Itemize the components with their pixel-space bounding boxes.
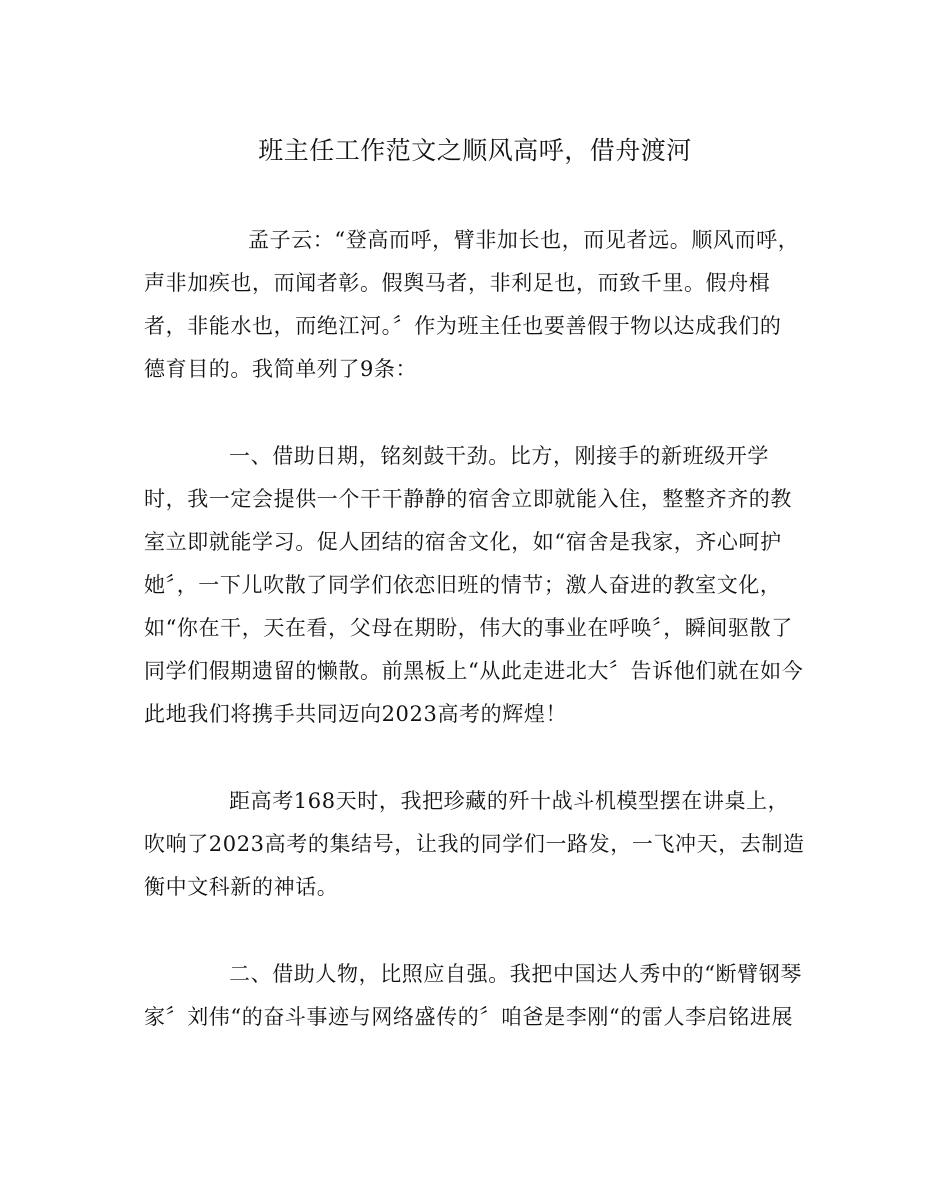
paragraph-line: 时，我一定会提供一个干干静静的宿舍立即就能入住，整整齐齐的教 xyxy=(144,487,792,511)
paragraph-line: 声非加疾也，而闻者彰。假舆马者，非利足也，而致千里。假舟楫 xyxy=(144,271,771,295)
paragraph-line: 如“你在干，天在看，父母在期盼，伟大的事业在呼唤〞，瞬间驱散了 xyxy=(144,616,793,640)
paragraph-line: 二、借助人物，比照应自强。我把中国达人秀中的“断臂钢琴 xyxy=(229,962,802,986)
paragraph-line: 距高考168天时，我把珍藏的歼十战斗机模型摆在讲桌上， xyxy=(229,789,790,813)
paragraph-line: 者，非能水也，而绝江河。〞作为班主任也要善假于物以达成我们的 xyxy=(144,314,782,338)
paragraph-line: 德育目的。我简单列了9条： xyxy=(144,357,418,381)
paragraph-line: 一、借助日期，铭刻鼓干劲。比方，刚接手的新班级开学 xyxy=(229,444,769,468)
paragraph-line: 室立即就能学习。促人团结的宿舍文化，如“宿舍是我家，齐心呵护 xyxy=(144,530,782,554)
paragraph-line: 她〞，一下儿吹散了同学们依恋旧班的情节；激人奋进的教室文化， xyxy=(144,573,782,597)
document-title: 班主任工作范文之顺风高呼，借舟渡河 xyxy=(258,136,692,165)
paragraph-line: 此地我们将携手共同迈向2023高考的辉煌！ xyxy=(144,702,568,726)
paragraph-line: 孟子云：“登高而呼，臂非加长也，而见者远。顺风而呼， xyxy=(248,228,800,252)
paragraph-line: 吹响了2023高考的集结号，让我的同学们一路发，一飞冲天，去制造 xyxy=(144,832,805,856)
paragraph-line: 衡中文科新的神话。 xyxy=(144,875,339,899)
paragraph-line: 家〞刘伟“的奋斗事迹与网络盛传的〞咱爸是李刚“的雷人李启铭进展 xyxy=(144,1005,794,1029)
paragraph-line: 同学们假期遗留的懒散。前黑板上“从此走进北大〞告诉他们就在如今 xyxy=(144,659,804,683)
